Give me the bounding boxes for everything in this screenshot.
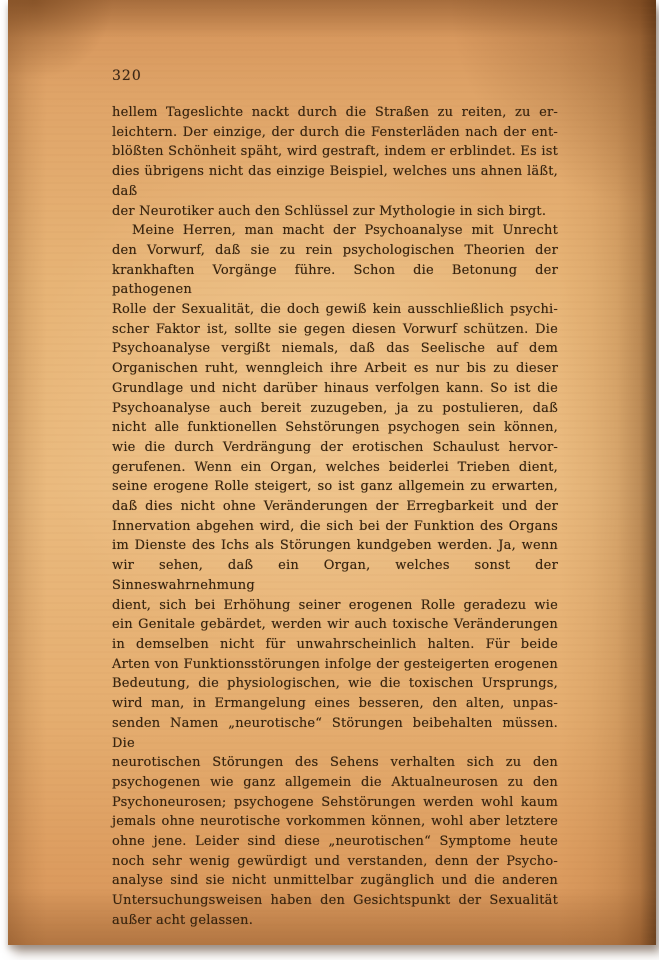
text-line: Untersuchungsweisen haben den Gesichtspunkt der Sexualität	[112, 893, 558, 909]
text-line: jemals ohne neurotische vorkommen können, wohl aber letztere	[112, 814, 558, 830]
text-line: blößten Schönheit späht, wird gestraft, indem er erblindet. Es ist	[112, 144, 558, 160]
text-line: Meine Herren, man macht der Psychoanalyse mit Unrecht	[132, 223, 558, 239]
text-line: im Dienste des Ichs als Störungen kundgeben werden. Ja, wenn	[112, 538, 558, 554]
text-line: ohne jene. Leider sind diese „neurotischen“ Symptome heute	[112, 834, 558, 850]
paragraph	[112, 221, 558, 930]
text-line: gerufenen. Wenn ein Organ, welches beiderlei Trieben dient,	[112, 459, 558, 475]
text-line: leichtern. Der einzige, der durch die Fensterläden nach der ent-	[112, 124, 558, 140]
text-line: Arten von Funktionsstörungen infolge der gesteigerten erogenen	[112, 656, 558, 672]
text-block	[112, 103, 558, 931]
text-line: nicht alle funktionellen Sehstörungen psychogen sein können,	[112, 420, 558, 436]
text-line: dient, sich bei Erhöhung seiner erogenen Rolle geradezu wie	[112, 597, 558, 613]
text-line: der Neurotiker auch den Schlüssel zur Mythologie in sich birgt.	[112, 203, 547, 219]
text-line: Innervation abgehen wird, die sich bei der Funktion des Organs	[112, 518, 558, 534]
text-line: senden Namen „neurotische“ Störungen beibehalten müssen. Die	[112, 715, 558, 751]
book-page	[8, 0, 656, 945]
text-line: Psychoneurosen; psychogene Sehstörungen werden wohl kaum	[112, 794, 558, 810]
text-line: Psychoanalyse vergißt niemals, daß das Seelische auf dem	[112, 341, 558, 357]
text-line: ein Genitale gebärdet, werden wir auch toxische Veränderungen	[112, 617, 558, 633]
paragraph	[112, 103, 558, 221]
text-line: analyse sind sie nicht unmittelbar zugänglich und die anderen	[112, 873, 558, 889]
text-line: noch sehr wenig gewürdigt und verstanden, denn der Psycho-	[112, 853, 558, 869]
text-line: außer acht gelassen.	[112, 912, 254, 928]
text-line: neurotischen Störungen des Sehens verhalten sich zu den	[112, 755, 558, 771]
text-line: wir sehen, daß ein Organ, welches sonst der Sinneswahrnehmung	[112, 558, 558, 593]
text-line: Psychoanalyse auch bereit zuzugeben, ja zu postulieren, daß	[112, 400, 558, 416]
text-line: krankhaften Vorgänge führe. Schon die Betonung der pathogenen	[112, 262, 558, 298]
text-line: den Vorwurf, daß sie zu rein psychologischen Theorien der	[112, 242, 558, 258]
page-number: 320	[112, 68, 142, 84]
text-line: scher Faktor ist, sollte sie gegen diesen Vorwurf schützen. Die	[112, 321, 558, 337]
text-line: wie die durch Verdrängung der erotischen Schaulust hervor-	[112, 439, 558, 455]
text-line: Grundlage und nicht darüber hinaus verfolgen kann. So ist die	[112, 380, 558, 396]
text-line: dies übrigens nicht das einzige Beispiel, welches uns ahnen läßt, daß	[112, 164, 558, 199]
text-line: wird man, in Ermangelung eines besseren, den alten, unpas-	[112, 696, 558, 712]
text-line: daß dies nicht ohne Veränderungen der Erregbarkeit und der	[112, 499, 558, 515]
text-line: Bedeutung, die physiologischen, wie die toxischen Ursprungs,	[112, 676, 558, 692]
text-line: psychogenen wie ganz allgemein die Aktualneurosen zu den	[112, 774, 558, 790]
text-line: hellem Tageslichte nackt durch die Straßen zu reiten, zu er-	[112, 105, 558, 120]
text-line: seine erogene Rolle steigert, so ist ganz allgemein zu erwarten,	[112, 479, 558, 495]
text-line: Rolle der Sexualität, die doch gewiß kein ausschließlich psychi-	[112, 302, 558, 318]
text-line: Organischen ruht, wenngleich ihre Arbeit es nur bis zu dieser	[112, 361, 558, 377]
text-line: in demselben nicht für unwahrscheinlich halten. Für beide	[112, 636, 558, 652]
